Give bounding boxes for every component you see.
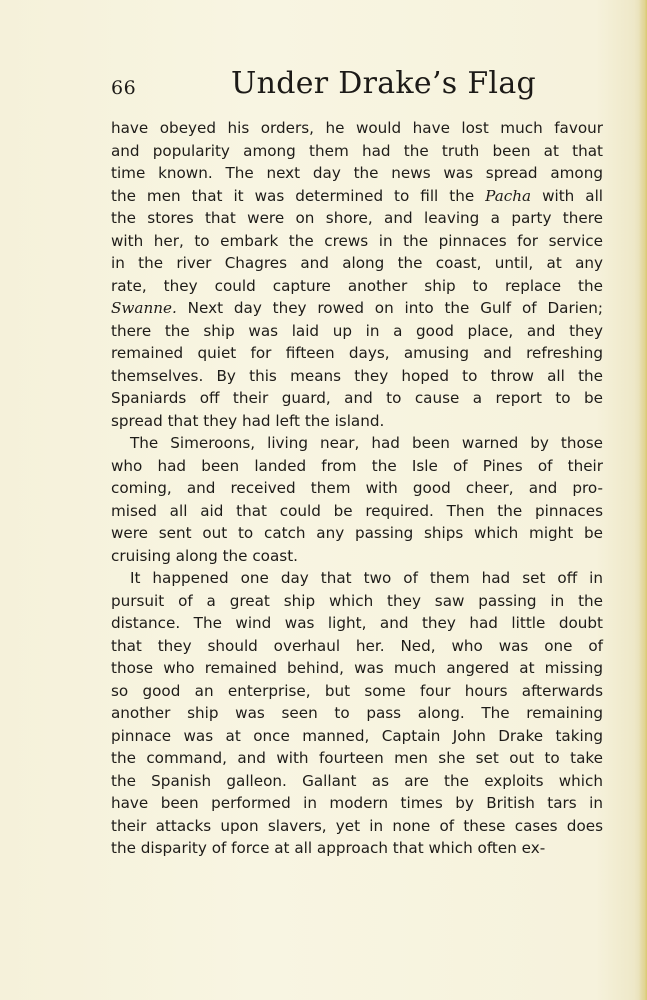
page-number: 66: [111, 77, 137, 99]
text-run: the disparity of force at all approach that which often ex-: [111, 839, 546, 857]
text-run: the Spanish galleon. Gallant as are the exploits which: [111, 771, 603, 790]
text-line: [111, 275, 603, 298]
text-run: that they should overhaul her. Ned, who was one of: [111, 636, 603, 655]
text-line: [111, 792, 603, 815]
text-run: the men that it was determined to fill the: [111, 186, 486, 205]
text-run: were sent out to catch any passing ships which might be: [111, 524, 603, 542]
italic-ship-name: Pacha: [485, 186, 532, 205]
text-line: [111, 455, 603, 478]
running-title: Under Drake’s Flag: [231, 66, 537, 101]
text-line: [111, 500, 603, 523]
text-run: themselves. By this means they hoped to throw all the: [111, 366, 603, 385]
text-line: [111, 590, 603, 613]
text-line: [111, 320, 603, 343]
text-run: with all: [531, 186, 604, 205]
text-run: have obeyed his orders, he would have lost much favour: [111, 119, 603, 137]
text-line: [111, 140, 603, 163]
text-line: [111, 747, 603, 770]
text-line: [111, 612, 603, 635]
text-run: so good an enterprise, but some four hours afterwards: [111, 681, 603, 700]
text-run: have been performed in modern times by British tars in: [111, 794, 603, 812]
text-run: It happened one day that two of them had set off in: [130, 569, 603, 587]
text-line: [111, 342, 603, 365]
text-line: [111, 230, 603, 253]
text-run: who had been landed from the Isle of Pines of their: [111, 456, 603, 475]
text-run: those who remained behind, was much angered at missing: [111, 659, 603, 677]
text-run: Spaniards off their guard, and to cause a report to be: [111, 389, 603, 407]
text-run: with her, to embark the crews in the pinnaces for service: [111, 231, 603, 250]
text-run: mised all aid that could be required. Then the pinnaces: [111, 501, 603, 520]
text-run: The Simeroons, living near, had been warned by those: [130, 434, 603, 452]
text-run: the command, and with fourteen men she set out to take: [111, 749, 603, 767]
text-run: pinnace was at once manned, Captain John Drake taking: [111, 726, 603, 745]
text-line: [111, 162, 603, 185]
text-line: [111, 725, 603, 748]
text-line: [111, 815, 603, 838]
text-line: [111, 117, 603, 140]
text-run: pursuit of a great ship which they saw passing in the: [111, 591, 603, 610]
text-run: distance. The wind was light, and they had little doubt: [111, 614, 603, 632]
text-line: [111, 770, 603, 793]
text-run: coming, and received them with good cheer, and pro-: [111, 479, 603, 497]
text-line: [111, 837, 603, 860]
text-line: [111, 365, 603, 388]
text-line: [111, 410, 603, 433]
text-line: [111, 432, 603, 455]
text-line: [111, 657, 603, 680]
text-run: the stores that were on shore, and leaving a party there: [111, 209, 603, 227]
paragraph: [111, 567, 603, 860]
text-run: there the ship was laid up in a good place, and they: [111, 321, 603, 340]
text-run: rate, they could capture another ship to replace the: [111, 276, 603, 295]
text-run: in the river Chagres and along the coast, until, at any: [111, 254, 603, 272]
text-line: [111, 702, 603, 725]
text-line: [111, 185, 603, 208]
text-line: [111, 252, 603, 275]
italic-ship-name: Swanne.: [111, 299, 177, 317]
text-run: spread that they had left the island.: [111, 411, 385, 430]
text-line: [111, 477, 603, 500]
text-line: [111, 387, 603, 410]
body-text: [111, 117, 603, 860]
text-run: remained quiet for fifteen days, amusing and refreshing: [111, 344, 603, 362]
page-edge-shadow: [639, 0, 647, 1000]
text-run: time known. The next day the news was spread among: [111, 164, 603, 182]
text-line: [111, 207, 603, 230]
text-line: [111, 680, 603, 703]
text-run: and popularity among them had the truth been at that: [111, 141, 603, 160]
text-run: cruising along the coast.: [111, 546, 298, 565]
text-line: [111, 567, 603, 590]
paragraph: [111, 117, 603, 432]
text-line: [111, 522, 603, 545]
text-line: [111, 545, 603, 568]
text-run: another ship was seen to pass along. The remaining: [111, 704, 603, 722]
text-run: their attacks upon slavers, yet in none of these cases does: [111, 816, 603, 835]
text-run: Next day they rowed on into the Gulf of Darien;: [176, 299, 603, 317]
text-line: [111, 635, 603, 658]
paragraph: [111, 432, 603, 567]
text-line: [111, 297, 603, 320]
page-header: [111, 64, 603, 108]
